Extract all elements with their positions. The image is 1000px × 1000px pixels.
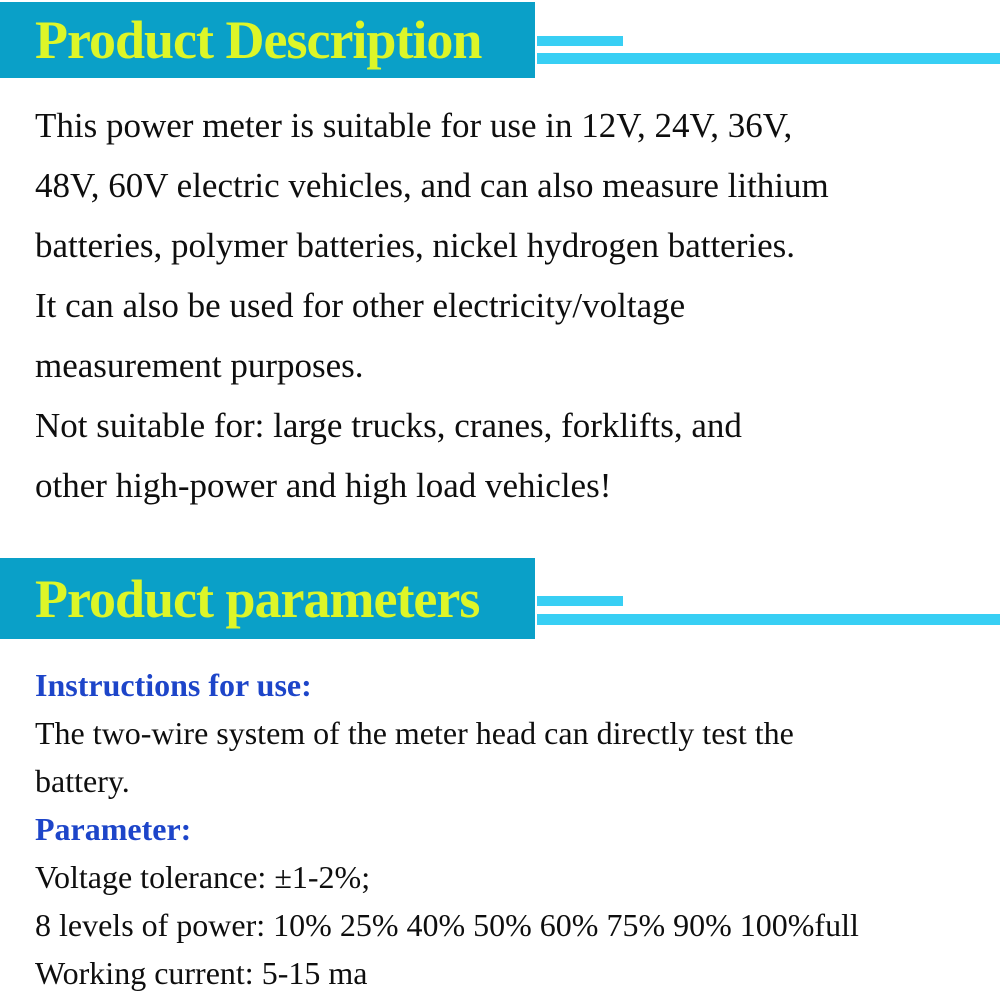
banner-stripe-long: [537, 614, 1000, 625]
description-line: It can also be used for other electricity/voltage: [35, 286, 686, 325]
instructions-heading: Instructions for use:: [35, 667, 312, 703]
parameters-banner-box: [0, 558, 535, 639]
description-line: This power meter is suitable for use in 12V, 24V, 36V,: [35, 106, 793, 145]
description-line: 48V, 60V electric vehicles, and can also measure lithium: [35, 166, 829, 205]
description-banner-title: Product Description: [35, 10, 482, 70]
description-line: other high-power and high load vehicles!: [35, 466, 612, 505]
parameters-text: [35, 661, 995, 997]
description-line: measurement purposes.: [35, 346, 364, 385]
parameter-heading: Parameter:: [35, 811, 192, 847]
instructions-line: battery.: [35, 763, 130, 799]
description-text: [35, 96, 995, 516]
parameters-banner-title: Product parameters: [35, 568, 480, 629]
parameter-line: 8 levels of power: 10% 25% 40% 50% 60% 75% 90% 100%full: [35, 907, 859, 943]
banner-stripe-long: [537, 53, 1000, 64]
description-banner-box: [0, 2, 535, 78]
instructions-line: The two-wire system of the meter head can directly test the: [35, 715, 794, 751]
description-line: Not suitable for: large trucks, cranes, forklifts, and: [35, 406, 742, 445]
banner-stripe-short: [537, 596, 623, 606]
parameter-line: Working current: 5-15 ma: [35, 955, 368, 991]
parameter-line: Voltage tolerance: ±1-2%;: [35, 859, 371, 895]
banner-stripe-short: [537, 36, 623, 46]
description-line: batteries, polymer batteries, nickel hydrogen batteries.: [35, 226, 796, 265]
